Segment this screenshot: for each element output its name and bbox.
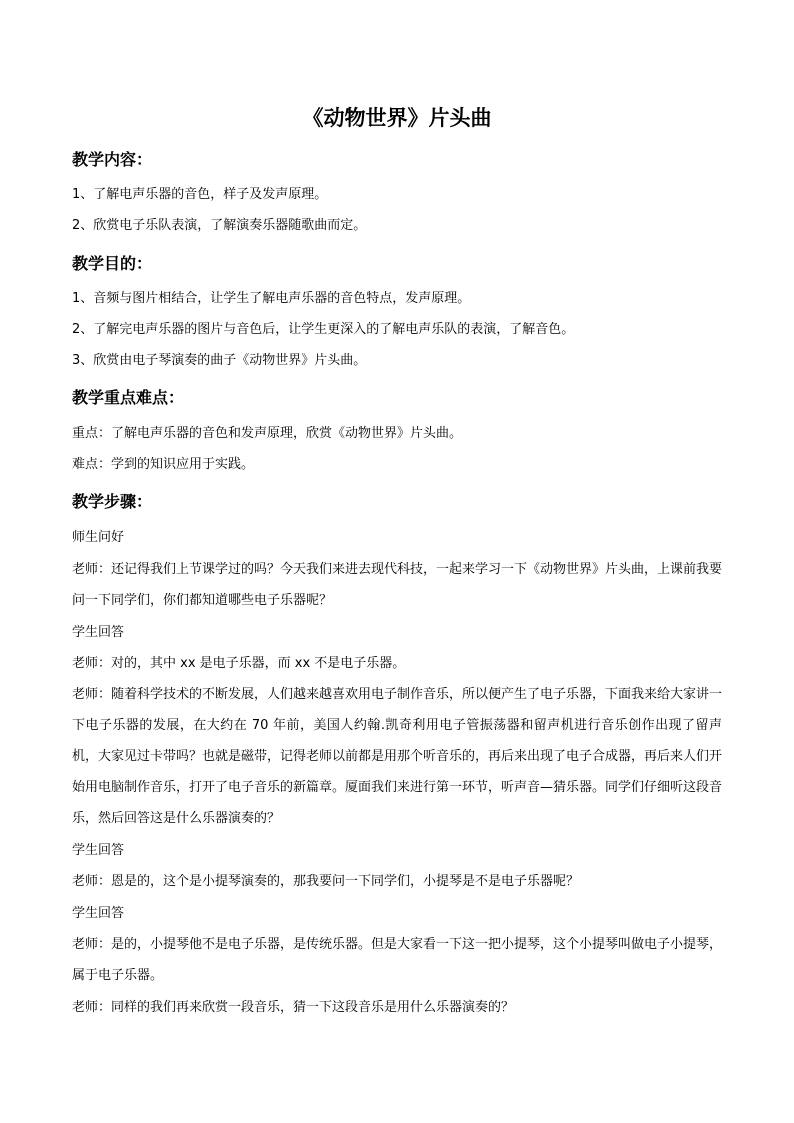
goal-item: 3、欣赏由电子琴演奏的曲子《动物世界》片头曲。 xyxy=(72,353,367,368)
goal-item: 1、音频与图片相结合，让学生了解电声乐器的音色特点，发声原理。 xyxy=(72,291,471,306)
step-paragraph: 老师：还记得我们上节课学过的吗？今天我们来进去现代科技，一起来学习一下《动物世界》片头曲，上课前我要问一下同学们，你们都知道哪些电子乐器呢？ xyxy=(72,562,723,608)
section-heading-steps: 教学步骤： xyxy=(72,492,153,511)
step-item: 老师：同样的我们再来欣赏一段音乐，猜一下这段音乐是用什么乐器演奏的？ xyxy=(72,1000,515,1015)
document-title: 《动物世界》片头曲 xyxy=(302,105,492,130)
section-heading-content: 教学内容： xyxy=(72,150,153,169)
step-item: 师生问好 xyxy=(72,530,125,545)
goal-item: 2、了解完电声乐器的图片与音色后，让学生更深入的了解电声乐队的表演，了解音色。 xyxy=(72,322,575,337)
step-item: 学生回答 xyxy=(72,843,125,858)
step-paragraph: 老师：是的，小提琴他不是电子乐器，是传统乐器。但是大家看一下这一把小提琴，这个小提琴叫做电子小提琴，属于电子乐器。 xyxy=(72,937,723,983)
step-item: 学生回答 xyxy=(72,625,125,640)
section-heading-key-points: 教学重点难点： xyxy=(72,388,185,407)
content-item: 1、了解电声乐器的音色，样子及发声原理。 xyxy=(72,187,328,202)
key-point-item: 重点：了解电声乐器的音色和发声原理，欣赏《动物世界》片头曲。 xyxy=(72,426,463,441)
step-paragraph: 老师：随着科学技术的不断发展，人们越来越喜欢用电子制作音乐，所以便产生了电子乐器，下面我来给大家讲一下电子乐器的发展，在大约在 70 年前，美国人约翰.凯奇利用电子管振荡器和留声机进行音乐创作出现了留声机，大家见过卡带吗？也就是磁带，记得老师以前都是用那个听音乐的，再后来出现了电子合成器，再后来人们开始用电脑制作音乐，打开了电子音乐的新篇章。厦面我们来进行第一环节，听声音—猜乐器。同学们仔细听这段音乐，然后回答这是什么乐器演奏的？ xyxy=(72,687,723,826)
key-point-item: 难点：学到的知识应用于实践。 xyxy=(72,457,255,472)
step-item: 老师：对的，其中 xx 是电子乐器，而 xx 不是电子乐器。 xyxy=(72,656,406,671)
content-item: 2、欣赏电子乐队表演，了解演奏乐器随歌曲而定。 xyxy=(72,218,367,233)
section-heading-goals: 教学目的： xyxy=(72,254,153,273)
step-item: 学生回答 xyxy=(72,906,125,921)
step-item: 老师：恩是的，这个是小提琴演奏的，那我要问一下同学们，小提琴是不是电子乐器呢？ xyxy=(72,874,580,889)
